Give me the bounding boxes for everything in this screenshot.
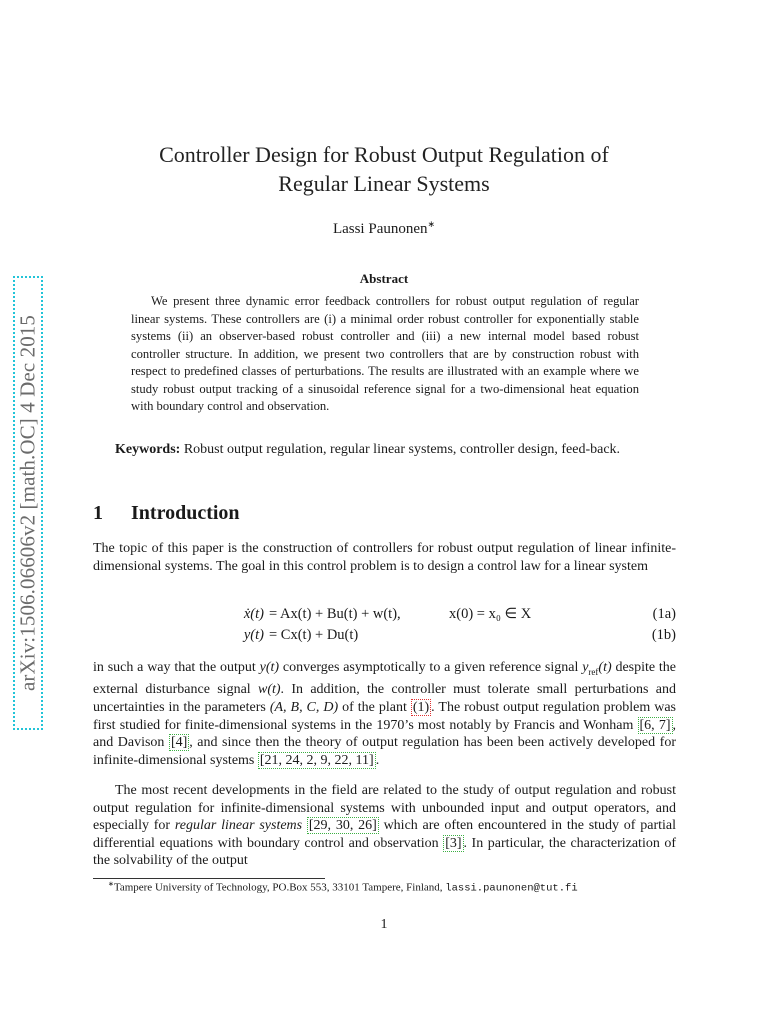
intro-paragraph-1: The topic of this paper is the construction of controllers for robust output regulation of linear infinite-dimensional systems. The goal in this control problem is to design a control law for a linear system xyxy=(93,541,676,574)
p3-text-c: . In particular, the characterization of the solvability of the output xyxy=(93,835,677,869)
paper-title xyxy=(60,140,708,198)
p2-text-a: in such a way that the output xyxy=(93,660,256,675)
keywords-text: Robust output regulation, regular linear systems, controller design, feed-back. xyxy=(183,442,621,457)
p2-end: . xyxy=(375,752,380,768)
section-heading xyxy=(93,502,240,525)
footnote-rule xyxy=(93,878,325,879)
p2-yref-symbol: y xyxy=(582,660,589,675)
citation-3-link[interactable]: [3] xyxy=(445,835,462,851)
p2-yref-arg: (t) xyxy=(598,660,612,675)
p2-text-d: . In addition, the controller must tolerate small perturbations and uncertainties in the parameters xyxy=(93,682,676,715)
p3-text-b: which are often encountered in the study of partial differential equations with boundary control and observation xyxy=(93,818,677,851)
abstract-heading: Abstract xyxy=(359,271,409,286)
citation-4-link[interactable]: [4] xyxy=(170,735,188,751)
p2-yref-sub: ref xyxy=(588,666,599,677)
eq1a-rhs: = Ax(t) + Bu(t) + w(t), xyxy=(269,606,401,622)
keywords xyxy=(93,441,676,459)
abstract-text: We present three dynamic error feedback controllers for robust output regulation of regular linear systems. These controllers are (i) a minimal order robust controller for exponentially stable systems (ii) an observer-based robust controller and (iii) a new internal model based robust controller structure. In addition, we present two controllers that are by construction robust with respect to predefined classes of perturbations. The results are illustrated with an example where we study robust output tracking of a sinusoidal reference signal for a two-dimensional heat equation with boundary control and observation. xyxy=(131,294,639,413)
footnote xyxy=(108,880,688,895)
p3-text-a: The most recent developments in the field are related to the study of output regulation and robust output regulation for infinite-dimensional systems with unbounded input and output operators, and especially for xyxy=(93,783,676,834)
eq-ref-1-link[interactable]: (1) xyxy=(412,699,430,715)
author xyxy=(60,219,708,238)
citation-list-link[interactable]: [21, 24, 2, 9, 22, 11] xyxy=(259,752,374,768)
arxiv-identifier: arXiv:1506.06606v2 [math.OC] 4 Dec 2015 xyxy=(15,314,40,692)
p2-text-h: , and since then the theory of output regulation has been been actively developed for infinite-dimensional systems xyxy=(93,735,676,768)
footnote-email[interactable]: lassi.paunonen@tut.fi xyxy=(445,882,578,895)
p2-params: (A, B, C, D) xyxy=(269,699,339,715)
eq1b-lhs: y(t) xyxy=(243,627,264,643)
author-name: Lassi Paunonen xyxy=(332,221,428,237)
section-number: 1 xyxy=(93,502,103,524)
p2-text-f: . The robust output regulation problem was first studied for finite-dimensional systems in the 1970’s most notably by Francis and Wonham xyxy=(93,699,677,733)
eq1b-rhs: = Cx(t) + Du(t) xyxy=(269,627,359,643)
eq1a-tag: (1a) xyxy=(652,606,676,622)
citation-6-7-link[interactable]: [6, 7] xyxy=(639,717,671,733)
p2-disturbance-symbol: w(t) xyxy=(257,682,281,698)
p2-output-symbol: y(t) xyxy=(259,660,280,675)
equation-1b xyxy=(93,627,676,645)
eq1b-tag: (1b) xyxy=(651,627,676,643)
section-title: Introduction xyxy=(131,502,240,524)
author-footnote-mark: ∗ xyxy=(427,219,436,229)
p2-text-b: converges asymptotically to a given reference signal xyxy=(282,660,579,675)
eq1a-lhs: ẋ(t) xyxy=(243,606,264,622)
p2-text-e: of the plant xyxy=(342,699,407,715)
footnote-mark: ∗ xyxy=(108,880,114,888)
footnote-text: Tampere University of Technology, PO.Box 553, 33101 Tampere, Finland, xyxy=(113,881,443,894)
p2-text-g: , and Davison xyxy=(93,717,677,751)
citation-29-30-26-link[interactable]: [29, 30, 26] xyxy=(308,818,377,834)
p3-emphasis: regular linear systems xyxy=(174,818,303,834)
page-number: 1 xyxy=(380,917,388,932)
equation-1a xyxy=(93,606,676,624)
intro-paragraph-2 xyxy=(93,659,676,769)
title-line-1: Controller Design for Robust Output Regulation of xyxy=(159,142,609,167)
title-line-2: Regular Linear Systems xyxy=(278,171,490,196)
keywords-label: Keywords: xyxy=(115,442,181,457)
eq1a-initial-condition: x(0) = x₀ ∈ X xyxy=(449,606,532,622)
p2-text-c: despite the external disturbance signal xyxy=(93,660,677,698)
intro-paragraph-3 xyxy=(93,782,676,870)
